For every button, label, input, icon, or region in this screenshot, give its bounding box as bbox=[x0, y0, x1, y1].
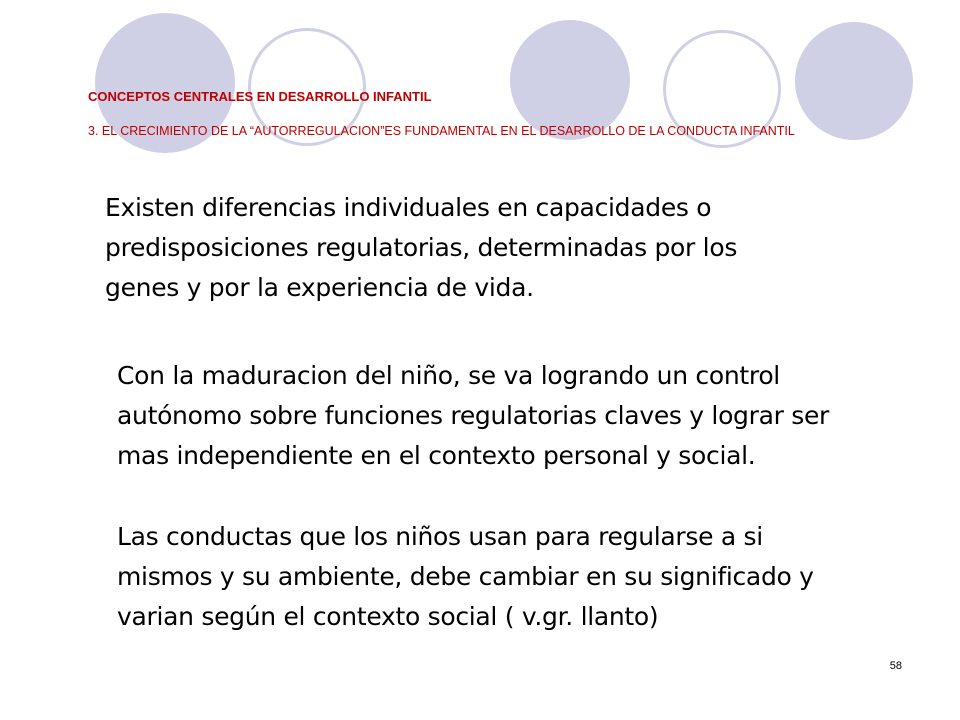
body-paragraph-1: Existen diferencias individuales en capacidades o predisposiciones regulatorias, determinadas por los genes y por la experiencia de vida. bbox=[105, 193, 738, 302]
slide-subtitle: 3. EL CRECIMIENTO DE LA “AUTORREGULACION”ES FUNDAMENTAL EN EL DESARROLLO DE LA CONDUCTA INFANTIL bbox=[88, 124, 795, 138]
body-paragraph-2: Con la maduracion del niño, se va logrando un control autónomo sobre funciones regulatorias claves y lograr ser mas independiente en el contexto personal y social. bbox=[117, 361, 830, 470]
title-block bbox=[88, 88, 948, 139]
body-paragraph-3: Las conductas que los niños usan para regularse a si mismos y su ambiente, debe cambiar en su significado y varian según el contexto social ( v.gr. llanto) bbox=[117, 522, 814, 631]
page-number: 58 bbox=[889, 660, 902, 672]
slide-title: CONCEPTOS CENTRALES EN DESARROLLO INFANTIL bbox=[88, 89, 432, 104]
